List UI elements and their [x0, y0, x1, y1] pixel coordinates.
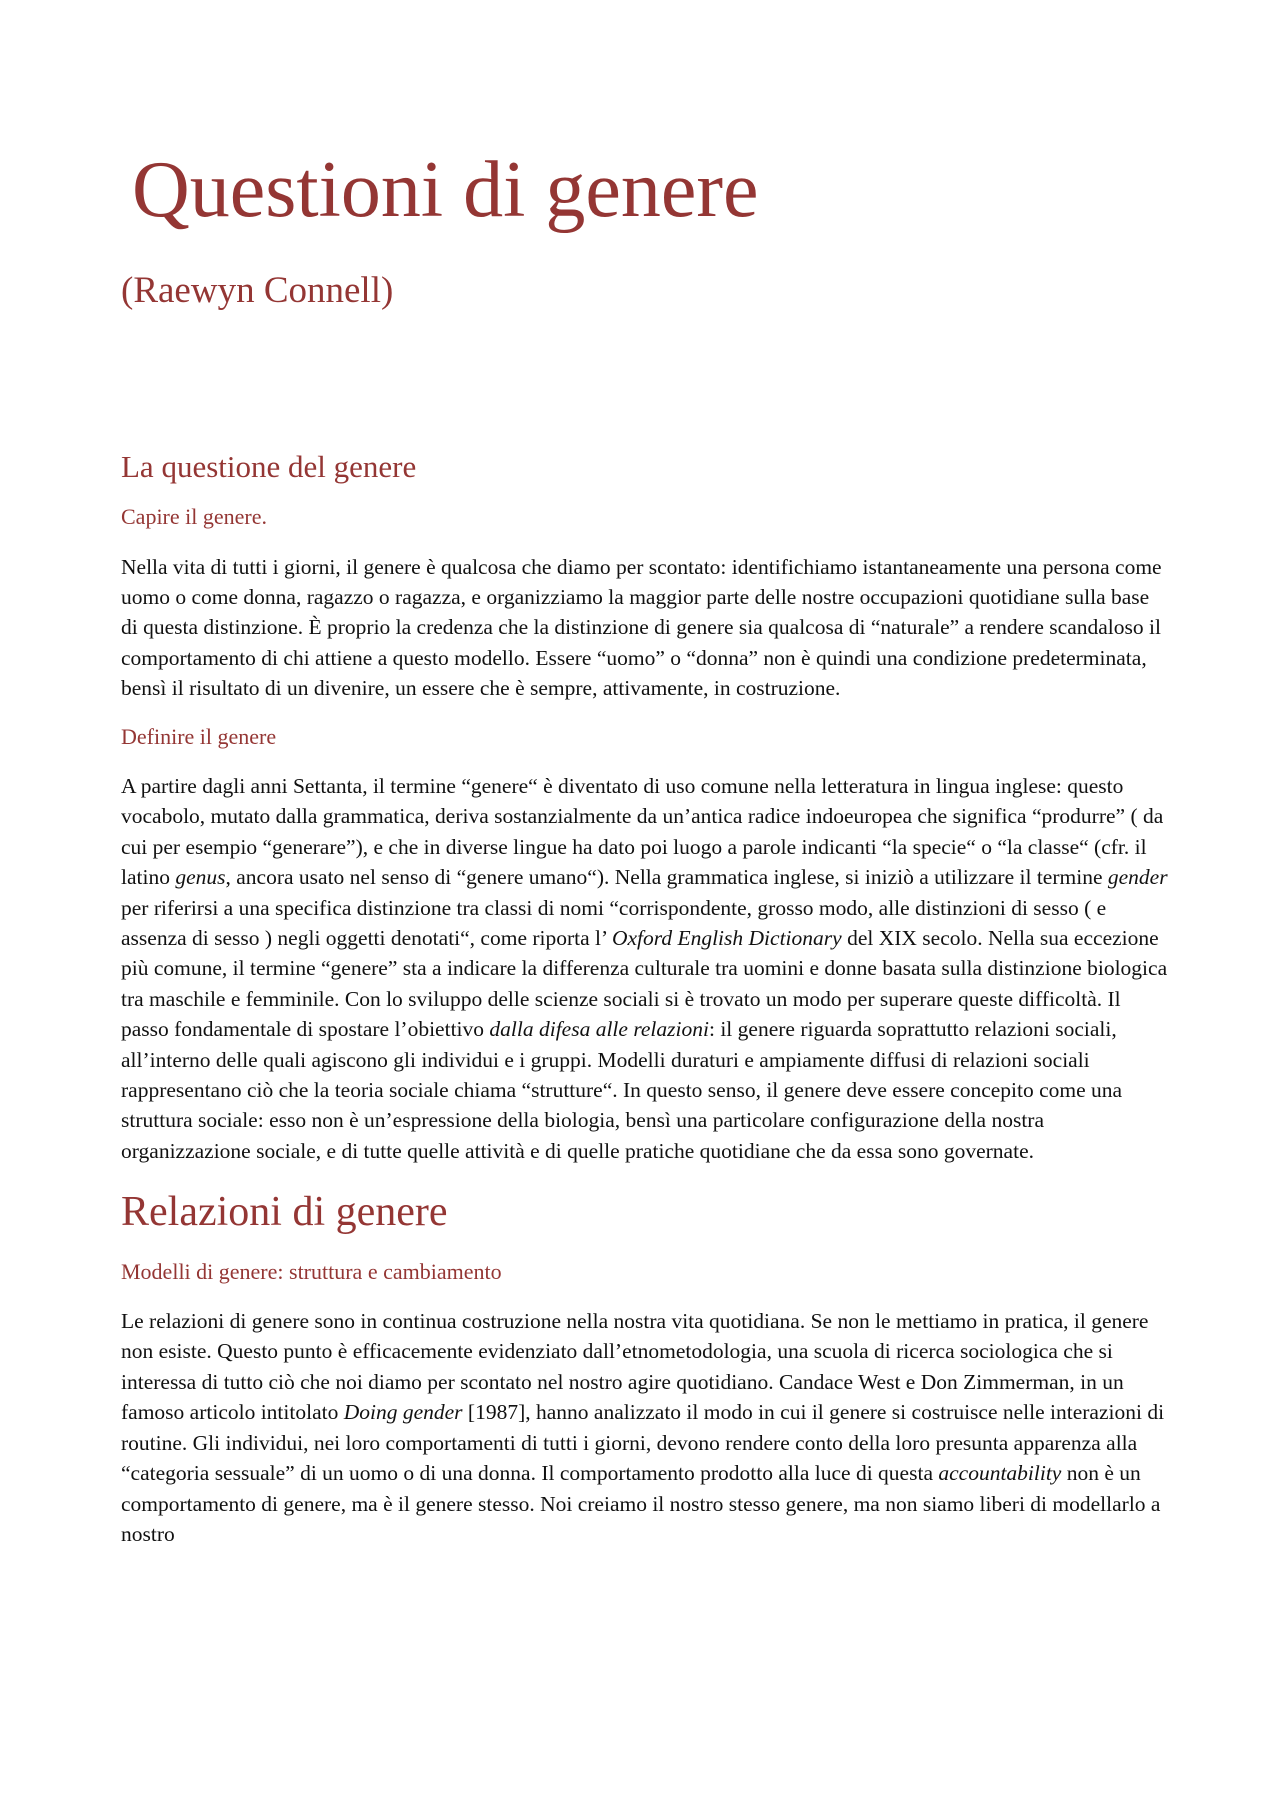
text-run: non è un comportamento di genere, ma è il genere stesso. Noi creiamo il nostro stesso genere, ma non siamo liberi di modellarlo a nostro [121, 1461, 1161, 1546]
paragraph [121, 771, 1171, 1166]
subsection-heading: Capire il genere. [121, 504, 267, 530]
section-heading: Relazioni di genere [121, 1189, 448, 1236]
text-run: : il genere riguarda soprattutto relazioni sociali, all’interno delle quali agiscono gli individui e i gruppi. Modelli duraturi e ampiamente diffusi di relazioni sociali rappresentano ciò che la teoria sociale chiama “strutture“. In questo senso, il genere deve essere concepito come una struttura sociale: esso non è un’espressione della biologia, bensì una particolare configurazione della nostra organizzazione sociale, e di tutte quelle attività e di quelle pratiche quotidiane che da essa sono governate. [121, 1017, 1123, 1163]
text-run: del XIX secolo. Nella sua eccezione più comune, il termine “genere” sta a indicare la differenza culturale tra uomini e donne basata sulla distinzione biologica tra maschile e femminile. Con lo sviluppo delle scienze sociali si è trovato un modo per superare queste difficoltà. Il passo fondamentale di spostare l’obiettivo [121, 926, 1168, 1042]
subsection-heading: Modelli di genere: struttura e cambiamento [121, 1258, 502, 1284]
text-run: Nella vita di tutti i giorni, il genere è qualcosa che diamo per scontato: identifichiamo istantaneamente una persona come uomo o come donna, ragazzo o ragazza, e organizziamo la maggior parte delle nostre occupazioni quotidiane sulla base di questa distinzione. È proprio la credenza che la distinzione di genere sia qualcosa di “naturale” a rendere scandaloso il comportamento di chi attiene a questo modello. Essere “uomo” o “donna” non è quindi una condizione predeterminata, bensì il risultato di un divenire, un essere che è sempre, attivamente, in costruzione. [121, 554, 1162, 701]
section-heading: La questione del genere [121, 449, 417, 484]
paragraph [121, 1306, 1171, 1549]
text-run: A partire dagli anni Settanta, il termine “genere“ è diventato di uso comune nella letteratura in lingua inglese: questo vocabolo, mutato dalla grammatica, deriva sostanzialmente da un’antica radice indoeuropea che significa “produrre” ( da cui per esempio “generare”), e che in diverse lingue ha dato poi luogo a parole indicanti “la specie“ o “la classe“ (cfr. il latino [121, 774, 1164, 890]
document-body [121, 448, 1171, 1549]
italic-text: Oxford English Dictionary [611, 926, 842, 951]
document-title: Questioni di genere [132, 146, 759, 234]
italic-text: genus [175, 865, 226, 890]
italic-text: Doing gender [343, 1400, 463, 1425]
text-run: Le relazioni di genere sono in continua costruzione nella nostra vita quotidiana. Se non le mettiamo in pratica, il genere non esiste. Questo punto è efficacemente evidenziato dall’etnometodologia, una scuola di ricerca sociologica che si interessa di tutto ciò che noi diamo per scontato nel nostro agire quotidiano. Candace West e Don Zimmerman, in un famoso articolo intitolato [121, 1309, 1149, 1425]
italic-text: dalla difesa alle relazioni [489, 1017, 709, 1042]
paragraph [121, 552, 1171, 704]
italic-text: gender [1107, 865, 1168, 890]
subsection-heading: Definire il genere [121, 723, 277, 749]
text-run: , ancora usato nel senso di “genere umano“). Nella grammatica inglese, si iniziò a utilizzare il termine [225, 865, 1108, 890]
text-run: [1987], hanno analizzato il modo in cui il genere si costruisce nelle interazioni di routine. Gli individui, nei loro comportamenti di tutti i giorni, devono rendere conto della loro presunta apparenza alla “categoria sessuale” di un uomo o di una donna. Il comportamento prodotto alla luce di questa [121, 1400, 1165, 1486]
document-subtitle: (Raewyn Connell) [121, 270, 394, 311]
text-run: per riferirsi a una specifica distinzione tra classi di nomi “corrispondente, grosso modo, alle distinzioni di sesso ( e assenza di sesso ) negli oggetti denotati“, come riporta l’ [121, 895, 1107, 951]
italic-text: accountability [938, 1461, 1062, 1486]
